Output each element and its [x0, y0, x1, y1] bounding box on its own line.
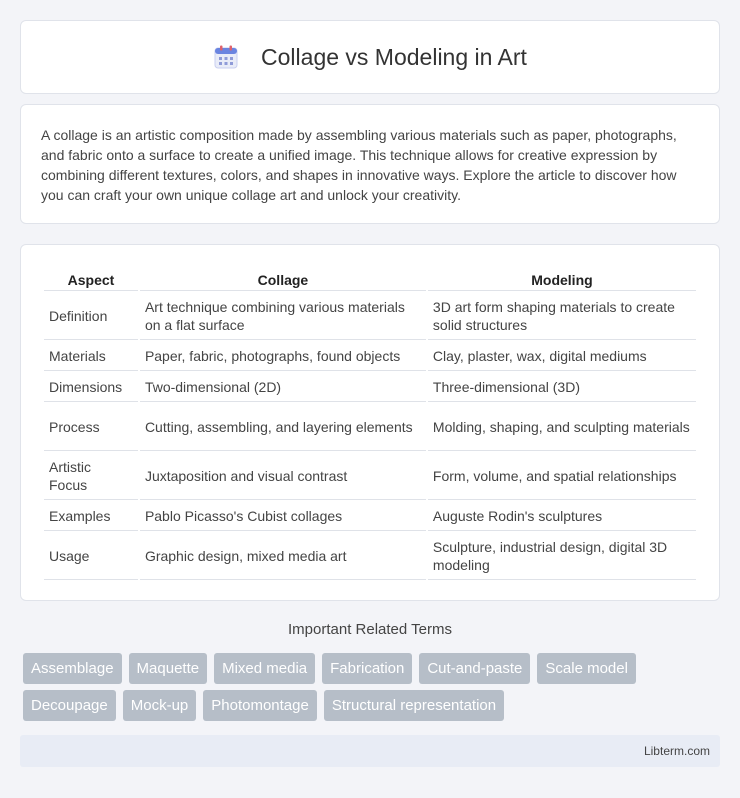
- row-modeling: Clay, plaster, wax, digital mediums: [428, 342, 696, 371]
- table-row: [44, 502, 696, 531]
- tag-maquette[interactable]: Maquette: [129, 653, 208, 684]
- footer-brand[interactable]: Libterm.com: [643, 744, 710, 758]
- calendar-icon: [213, 44, 239, 70]
- tag-fabrication[interactable]: Fabrication: [322, 653, 412, 684]
- comparison-table-card: [20, 244, 720, 601]
- row-collage: Two-dimensional (2D): [140, 373, 426, 402]
- tag-mock-up[interactable]: Mock-up: [123, 690, 197, 721]
- row-collage: Graphic design, mixed media art: [140, 533, 426, 580]
- row-modeling: 3D art form shaping materials to create solid structures: [428, 293, 696, 340]
- table-row: [44, 453, 696, 500]
- table-header-row: [44, 267, 696, 291]
- table-row: [44, 404, 696, 451]
- row-aspect: Usage: [44, 533, 138, 580]
- tag-photomontage[interactable]: Photomontage: [203, 690, 317, 721]
- tag-cut-and-paste[interactable]: Cut-and-paste: [419, 653, 530, 684]
- intro-text: A collage is an artistic composition made by assembling various materials such as paper, photographs, and fabric onto a surface to create a unified image. This technique allows for creative expression by combining different textures, colors, and shapes in innovative ways. Explore the article to discover how you can craft your own unique collage art and unlock your creativity.: [41, 127, 677, 203]
- related-terms: [23, 653, 723, 727]
- tag-row: [23, 653, 723, 684]
- row-modeling: Auguste Rodin's sculptures: [428, 502, 696, 531]
- row-aspect: Artistic Focus: [44, 453, 138, 500]
- row-aspect: Process: [44, 404, 138, 451]
- comparison-table: [42, 265, 698, 582]
- header-modeling: Modeling: [428, 267, 696, 291]
- row-collage: Cutting, assembling, and layering elements: [140, 404, 426, 451]
- footer: [20, 735, 720, 767]
- related-terms-title: Important Related Terms: [288, 621, 452, 638]
- row-modeling: Three-dimensional (3D): [428, 373, 696, 402]
- header-collage: Collage: [140, 267, 426, 291]
- tag-mixed-media[interactable]: Mixed media: [214, 653, 315, 684]
- tag-assemblage[interactable]: Assemblage: [23, 653, 122, 684]
- row-modeling: Molding, shaping, and sculpting materials: [428, 404, 696, 451]
- header-card: [20, 20, 720, 94]
- intro-card: [20, 104, 720, 224]
- row-collage: Art technique combining various materials on a flat surface: [140, 293, 426, 340]
- table-row: [44, 373, 696, 402]
- page-title: Collage vs Modeling in Art: [261, 43, 527, 70]
- row-aspect: Definition: [44, 293, 138, 340]
- tag-scale-model[interactable]: Scale model: [537, 653, 636, 684]
- tag-decoupage[interactable]: Decoupage: [23, 690, 116, 721]
- table-row: [44, 533, 696, 580]
- row-modeling: Sculpture, industrial design, digital 3D modeling: [428, 533, 696, 580]
- row-aspect: Examples: [44, 502, 138, 531]
- row-modeling: Form, volume, and spatial relationships: [428, 453, 696, 500]
- row-aspect: Dimensions: [44, 373, 138, 402]
- row-collage: Pablo Picasso's Cubist collages: [140, 502, 426, 531]
- tag-row: [23, 690, 723, 721]
- row-collage: Juxtaposition and visual contrast: [140, 453, 426, 500]
- table-row: [44, 342, 696, 371]
- row-aspect: Materials: [44, 342, 138, 371]
- header-aspect: Aspect: [44, 267, 138, 291]
- tag-structural-representation[interactable]: Structural representation: [324, 690, 504, 721]
- row-collage: Paper, fabric, photographs, found objects: [140, 342, 426, 371]
- table-row: [44, 293, 696, 340]
